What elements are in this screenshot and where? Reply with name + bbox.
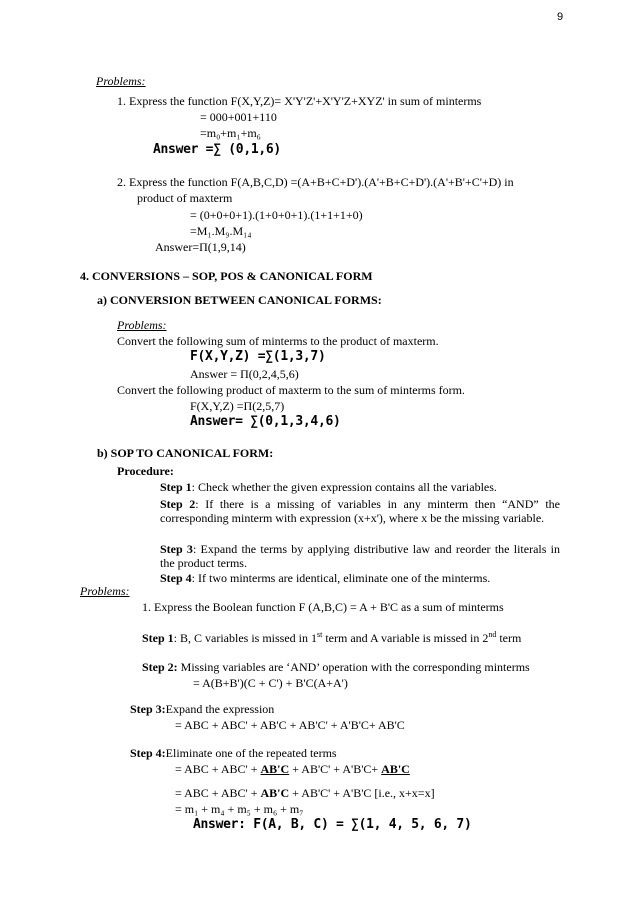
problem-1-step-2: =m₀+m₁+m₆	[200, 126, 261, 140]
procedure-heading: Procedure:	[117, 464, 174, 478]
problem-1-answer: Answer =∑ (0,1,6)	[153, 142, 281, 157]
example-step-2-equation: = A(B+B')(C + C') + B'C(A+A')	[193, 676, 348, 690]
section-a-function-1: F(X,Y,Z) =∑(1,3,7)	[190, 349, 326, 364]
procedure-step-2	[160, 497, 560, 525]
page-number: 9	[557, 11, 564, 23]
problem-2-step-2: =M₁.M₉.M₁₄	[190, 224, 252, 238]
section-a-instruction-2: Convert the following product of maxterm to the sum of minterms form.	[117, 383, 465, 397]
example-step-4	[130, 746, 337, 760]
example-step-4-equation-1	[175, 762, 410, 776]
procedure-step-3	[160, 542, 560, 570]
eq-part: + AB'C' + A'B'C+	[289, 762, 382, 776]
problem-1-step-1: = 000+001+110	[200, 110, 277, 124]
example-answer: Answer: F(A, B, C) = ∑(1, 4, 5, 6, 7)	[193, 817, 472, 832]
step-label: Step 4:	[130, 746, 166, 760]
section-4-heading: 4. CONVERSIONS – SOP, POS & CANONICAL FORM	[80, 269, 373, 283]
section-a-problems-label: Problems:	[117, 318, 167, 332]
example-problem: 1. Express the Boolean function F (A,B,C) = A + B'C as a sum of minterms	[142, 600, 504, 614]
section-a-answer-1: Answer = Π(0,2,4,5,6)	[190, 367, 299, 381]
problem-2-text-cont: product of maxterm	[137, 191, 233, 205]
example-step-4-equation-2	[175, 786, 435, 800]
eq-part: = ABC + ABC' +	[175, 762, 261, 776]
step-label: Step 3:	[130, 702, 166, 716]
repeated-term: AB'C	[381, 762, 410, 776]
step-text: : If there is a missing of variables in any minterm then “AND” the corresponding minterm with expression (x+x'), where x be the missing variable.	[160, 497, 560, 525]
step-text: term and A variable is missed in 2	[322, 631, 489, 645]
procedure-step-4	[160, 571, 560, 585]
eq-part: + AB'C' + A'B'C [i.e., x+x=x]	[289, 786, 435, 800]
step-text: Missing variables are ‘AND’ operation with the corresponding minterms	[177, 660, 530, 674]
example-step-3-equation: = ABC + ABC' + AB'C + AB'C' + A'B'C+ AB'C	[175, 718, 405, 732]
step-label: Step 2	[160, 497, 196, 511]
section-a-answer-2: Answer= ∑(0,1,3,4,6)	[190, 414, 341, 429]
repeated-term: AB'C	[260, 762, 290, 776]
example-step-2	[142, 660, 530, 674]
problem-1-text: 1. Express the function F(X,Y,Z)= X'Y'Z'+X'Y'Z+XYZ' in sum of minterms	[117, 94, 482, 108]
step-label: Step 3	[160, 542, 193, 556]
eq-part: = ABC + ABC' +	[175, 786, 261, 800]
problems-heading: Problems:	[96, 74, 146, 88]
step-text: Eliminate one of the repeated terms	[165, 746, 337, 760]
step-text: Expand the expression	[165, 702, 275, 716]
step-text: : Check whether the given expression contains all the variables.	[191, 480, 497, 494]
step-text: : B, C variables is missed in 1	[173, 631, 317, 645]
problem-2-step-1: = (0+0+0+1).(1+0+0+1).(1+1+1+0)	[190, 208, 363, 222]
section-a-function-2: F(X,Y,Z) =Π(2,5,7)	[190, 399, 285, 413]
section-a-instruction-1: Convert the following sum of minterms to the product of maxterm.	[117, 334, 439, 348]
example-step-1	[142, 628, 521, 645]
section-b-heading: b) SOP TO CANONICAL FORM:	[97, 446, 274, 460]
problem-2-text: 2. Express the function F(A,B,C,D) =(A+B+C+D').(A'+B+C+D').(A'+B'+C'+D) in	[117, 175, 514, 189]
superscript-st: st	[317, 630, 323, 639]
step-text: : Expand the terms by applying distributive law and reorder the literals in the product terms.	[160, 542, 560, 570]
section-a-heading: a) CONVERSION BETWEEN CANONICAL FORMS:	[97, 293, 382, 307]
step-text: : If two minterms are identical, eliminate one of the minterms.	[191, 571, 491, 585]
step-label: Step 1	[160, 480, 192, 494]
example-step-3	[130, 702, 274, 716]
step-text: term	[496, 631, 522, 645]
problems-heading-2: Problems:	[80, 584, 130, 598]
step-label: Step 2:	[142, 660, 178, 674]
superscript-nd: nd	[488, 630, 497, 639]
problem-2-answer: Answer=Π(1,9,14)	[155, 240, 246, 254]
step-label: Step 1	[142, 631, 174, 645]
procedure-step-1	[160, 480, 560, 494]
example-step-4-equation-3: = m₁ + m₄ + m₅ + m₆ + m₇	[175, 802, 304, 816]
kept-term: AB'C	[260, 786, 290, 800]
step-label: Step 4	[160, 571, 192, 585]
